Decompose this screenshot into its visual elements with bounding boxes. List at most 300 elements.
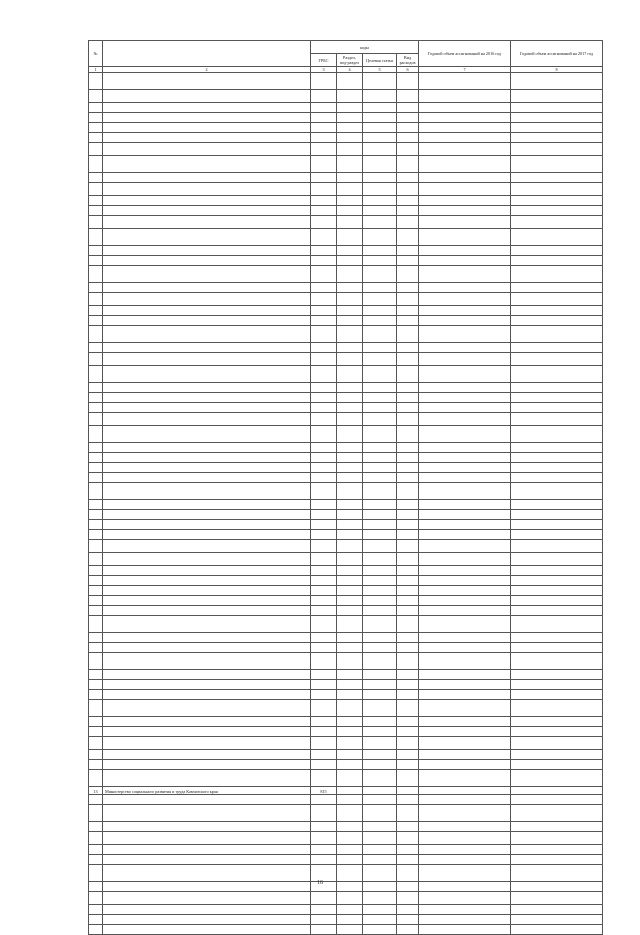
table-cell (511, 366, 603, 383)
table-cell (311, 670, 337, 680)
table-cell (511, 596, 603, 606)
table-cell (311, 845, 337, 855)
table-cell (397, 892, 419, 905)
table-cell (311, 73, 337, 90)
table-cell (511, 700, 603, 717)
table-cell (103, 760, 311, 770)
table-cell (311, 510, 337, 520)
table-row (89, 266, 603, 283)
table-cell (311, 326, 337, 343)
table-cell (311, 343, 337, 353)
table-cell (363, 206, 397, 216)
table-cell (89, 73, 103, 90)
table-cell (397, 606, 419, 616)
table-cell (363, 805, 397, 822)
table-body-before (89, 73, 603, 787)
table-cell (397, 530, 419, 540)
table-cell (311, 606, 337, 616)
table-cell (363, 256, 397, 266)
table-cell (419, 463, 511, 473)
table-cell (363, 483, 397, 500)
table-cell (419, 500, 511, 510)
table-cell (419, 727, 511, 737)
table-cell (103, 596, 311, 606)
table-cell (103, 832, 311, 845)
table-cell (89, 473, 103, 483)
table-row (89, 413, 603, 426)
table-cell (311, 463, 337, 473)
table-cell (311, 156, 337, 173)
table-cell (89, 463, 103, 473)
table-cell (511, 73, 603, 90)
table-cell (103, 795, 311, 805)
table-cell (363, 530, 397, 540)
table-cell (363, 616, 397, 633)
table-cell (311, 216, 337, 229)
table-cell (511, 643, 603, 653)
table-cell (419, 473, 511, 483)
table-cell (103, 855, 311, 865)
table-cell (311, 616, 337, 633)
table-cell (363, 403, 397, 413)
table-cell (311, 520, 337, 530)
table-row (89, 156, 603, 173)
table-cell (397, 229, 419, 246)
table-cell (397, 306, 419, 316)
table-cell (89, 183, 103, 196)
table-body-after (89, 795, 603, 935)
table-cell (363, 905, 397, 915)
table-cell (89, 750, 103, 760)
table-cell (397, 366, 419, 383)
table-cell (89, 229, 103, 246)
table-cell (337, 133, 363, 143)
table-cell (363, 770, 397, 787)
table-cell (89, 795, 103, 805)
table-cell (103, 316, 311, 326)
table-cell (89, 540, 103, 553)
table-cell (511, 393, 603, 403)
table-cell (397, 283, 419, 293)
table-cell (397, 206, 419, 216)
table-cell (337, 306, 363, 316)
table-cell (311, 246, 337, 256)
table-row (89, 256, 603, 266)
table-cell (311, 403, 337, 413)
table-cell (337, 770, 363, 787)
table-row (89, 510, 603, 520)
table-cell (311, 892, 337, 905)
table-cell (89, 443, 103, 453)
table-cell (397, 905, 419, 915)
table-cell (337, 855, 363, 865)
table-row (89, 750, 603, 760)
chapter-grbs: 815 (311, 787, 337, 795)
table-cell (511, 616, 603, 633)
table-cell (397, 353, 419, 366)
table-cell (419, 483, 511, 500)
table-cell (337, 616, 363, 633)
table-cell (337, 113, 363, 123)
table-cell (511, 183, 603, 196)
table-cell (511, 283, 603, 293)
table-cell (419, 925, 511, 935)
table-cell (337, 690, 363, 700)
table-cell (89, 905, 103, 915)
table-cell (337, 540, 363, 553)
table-cell (311, 113, 337, 123)
table-cell (511, 353, 603, 366)
column-number: 1 (89, 67, 103, 73)
table-cell (397, 616, 419, 633)
table-cell (397, 596, 419, 606)
table-cell (89, 727, 103, 737)
table-cell (511, 680, 603, 690)
table-cell (363, 727, 397, 737)
table-cell (397, 293, 419, 306)
table-cell (419, 73, 511, 90)
table-cell (419, 316, 511, 326)
table-cell (103, 727, 311, 737)
table-cell (337, 426, 363, 443)
table-cell (397, 463, 419, 473)
table-cell (363, 246, 397, 256)
table-cell (363, 832, 397, 845)
table-cell (337, 393, 363, 403)
table-cell (311, 500, 337, 510)
table-cell (311, 353, 337, 366)
table-cell (103, 463, 311, 473)
table-cell (363, 113, 397, 123)
table-cell (89, 606, 103, 616)
table-cell (89, 596, 103, 606)
header-col-2016: Годовой объем ассигнований на 2016 год (419, 41, 511, 67)
table-cell (89, 306, 103, 316)
header-col-name (103, 41, 311, 67)
table-cell (363, 680, 397, 690)
chapter-section (337, 787, 363, 795)
table-cell (89, 326, 103, 343)
table-cell (337, 366, 363, 383)
table-cell (103, 530, 311, 540)
table-cell (363, 566, 397, 576)
table-cell (337, 500, 363, 510)
table-cell (311, 566, 337, 576)
table-cell (89, 500, 103, 510)
table-cell (419, 576, 511, 586)
table-cell (363, 156, 397, 173)
table-cell (419, 103, 511, 113)
table-cell (337, 795, 363, 805)
table-cell (103, 113, 311, 123)
column-number: 2 (103, 67, 311, 73)
table-cell (337, 670, 363, 680)
table-cell (363, 326, 397, 343)
table-cell (397, 586, 419, 596)
table-cell (89, 805, 103, 822)
table-cell (363, 196, 397, 206)
table-row (89, 737, 603, 750)
table-cell (419, 750, 511, 760)
table-row (89, 500, 603, 510)
table-cell (311, 473, 337, 483)
table-row (89, 90, 603, 103)
table-cell (103, 633, 311, 643)
table-cell (363, 606, 397, 616)
table-cell (311, 680, 337, 690)
table-cell (397, 737, 419, 750)
table-cell (89, 256, 103, 266)
table-cell (363, 413, 397, 426)
table-row (89, 643, 603, 653)
table-cell (103, 306, 311, 316)
table-cell (511, 229, 603, 246)
table-cell (419, 530, 511, 540)
table-cell (363, 643, 397, 653)
table-row (89, 865, 603, 882)
table-row (89, 606, 603, 616)
table-cell (103, 283, 311, 293)
table-cell (311, 760, 337, 770)
table-cell (363, 293, 397, 306)
table-cell (103, 770, 311, 787)
table-cell (363, 183, 397, 196)
table-cell (103, 256, 311, 266)
column-number: 3 (311, 67, 337, 73)
table-row (89, 596, 603, 606)
table-cell (419, 453, 511, 463)
table-cell (103, 566, 311, 576)
table-cell (337, 453, 363, 463)
table-cell (363, 173, 397, 183)
table-cell (511, 717, 603, 727)
table-cell (337, 737, 363, 750)
table-cell (397, 143, 419, 156)
table-cell (103, 483, 311, 500)
table-cell (419, 865, 511, 882)
table-cell (89, 426, 103, 443)
table-cell (89, 383, 103, 393)
table-row (89, 316, 603, 326)
table-cell (419, 653, 511, 670)
table-cell (89, 717, 103, 727)
table-row (89, 653, 603, 670)
table-cell (511, 266, 603, 283)
table-cell (337, 73, 363, 90)
table-cell (311, 443, 337, 453)
table-cell (397, 133, 419, 143)
table-row (89, 453, 603, 463)
table-cell (311, 822, 337, 832)
table-cell (311, 123, 337, 133)
table-cell (397, 393, 419, 403)
page-number: 16 (317, 880, 323, 886)
table-cell (337, 353, 363, 366)
table-cell (511, 196, 603, 206)
table-cell (511, 832, 603, 845)
table-cell (89, 156, 103, 173)
table-cell (397, 90, 419, 103)
table-cell (103, 750, 311, 760)
header-col-grbs: ГРБС (311, 54, 337, 67)
table-cell (103, 183, 311, 196)
table-cell (337, 750, 363, 760)
table-cell (419, 540, 511, 553)
table-cell (363, 473, 397, 483)
table-cell (337, 717, 363, 727)
table-cell (511, 463, 603, 473)
table-cell (89, 737, 103, 750)
table-cell (419, 633, 511, 643)
table-cell (363, 393, 397, 403)
table-cell (397, 510, 419, 520)
table-cell (511, 173, 603, 183)
table-cell (311, 383, 337, 393)
header-group-codes: коды (311, 41, 419, 54)
table-cell (363, 426, 397, 443)
table-cell (363, 143, 397, 156)
table-cell (511, 727, 603, 737)
table-cell (337, 586, 363, 596)
header-col-vr: Вид расходов (397, 54, 419, 67)
table-cell (89, 865, 103, 882)
table-row (89, 905, 603, 915)
table-cell (337, 530, 363, 540)
table-cell (363, 586, 397, 596)
table-cell (397, 183, 419, 196)
table-cell (89, 553, 103, 566)
table-cell (89, 520, 103, 530)
table-cell (103, 892, 311, 905)
table-row (89, 73, 603, 90)
table-cell (337, 633, 363, 643)
table-cell (311, 426, 337, 443)
table-cell (511, 606, 603, 616)
table-cell (363, 737, 397, 750)
table-cell (511, 510, 603, 520)
table-cell (89, 855, 103, 865)
table-cell (397, 925, 419, 935)
table-cell (511, 566, 603, 576)
table-cell (363, 855, 397, 865)
table-cell (103, 73, 311, 90)
table-cell (103, 229, 311, 246)
table-cell (89, 845, 103, 855)
table-cell (103, 905, 311, 915)
table-cell (363, 283, 397, 293)
table-cell (311, 690, 337, 700)
table-cell (89, 915, 103, 925)
table-cell (311, 196, 337, 206)
table-row (89, 426, 603, 443)
table-cell (419, 293, 511, 306)
table-cell (363, 103, 397, 113)
table-cell (89, 925, 103, 935)
table-cell (419, 353, 511, 366)
table-row (89, 670, 603, 680)
header-col-target: Целевая статья (363, 54, 397, 67)
table-cell (511, 216, 603, 229)
table-cell (103, 643, 311, 653)
table-cell (511, 246, 603, 256)
table-cell (363, 633, 397, 643)
table-cell (311, 266, 337, 283)
table-cell (337, 606, 363, 616)
table-cell (363, 540, 397, 553)
table-cell (311, 90, 337, 103)
table-cell (337, 103, 363, 113)
table-cell (311, 586, 337, 596)
table-cell (419, 510, 511, 520)
table-cell (89, 196, 103, 206)
table-cell (89, 453, 103, 463)
table-cell (363, 845, 397, 855)
table-cell (337, 925, 363, 935)
table-cell (511, 133, 603, 143)
table-cell (311, 413, 337, 426)
table-cell (89, 483, 103, 500)
table-cell (311, 750, 337, 760)
table-cell (511, 500, 603, 510)
table-row (89, 103, 603, 113)
table-cell (511, 530, 603, 540)
table-cell (419, 845, 511, 855)
table-cell (397, 453, 419, 463)
table-cell (103, 366, 311, 383)
table-cell (511, 760, 603, 770)
table-cell (363, 795, 397, 805)
table-cell (511, 540, 603, 553)
table-cell (311, 643, 337, 653)
table-cell (337, 596, 363, 606)
table-header-row-1 (89, 41, 603, 54)
table-cell (419, 717, 511, 727)
table-cell (511, 805, 603, 822)
chapter-2016 (419, 787, 511, 795)
table-cell (103, 453, 311, 463)
table-cell (311, 393, 337, 403)
table-cell (363, 343, 397, 353)
table-cell (311, 453, 337, 463)
table-cell (103, 520, 311, 530)
table-cell (511, 892, 603, 905)
table-cell (103, 293, 311, 306)
table-cell (397, 520, 419, 530)
table-cell (89, 393, 103, 403)
table-cell (511, 383, 603, 393)
table-cell (89, 173, 103, 183)
table-cell (511, 690, 603, 700)
table-cell (103, 553, 311, 566)
column-number: 5 (363, 67, 397, 73)
table-cell (397, 473, 419, 483)
table-cell (397, 173, 419, 183)
table-cell (103, 343, 311, 353)
table-cell (419, 283, 511, 293)
table-row (89, 727, 603, 737)
table-cell (511, 103, 603, 113)
chapter-row (89, 787, 603, 795)
table-row (89, 113, 603, 123)
table-row (89, 576, 603, 586)
table-cell (397, 316, 419, 326)
table-cell (419, 795, 511, 805)
table-row (89, 206, 603, 216)
table-cell (397, 266, 419, 283)
table-cell (511, 113, 603, 123)
table-row (89, 855, 603, 865)
table-cell (89, 653, 103, 670)
